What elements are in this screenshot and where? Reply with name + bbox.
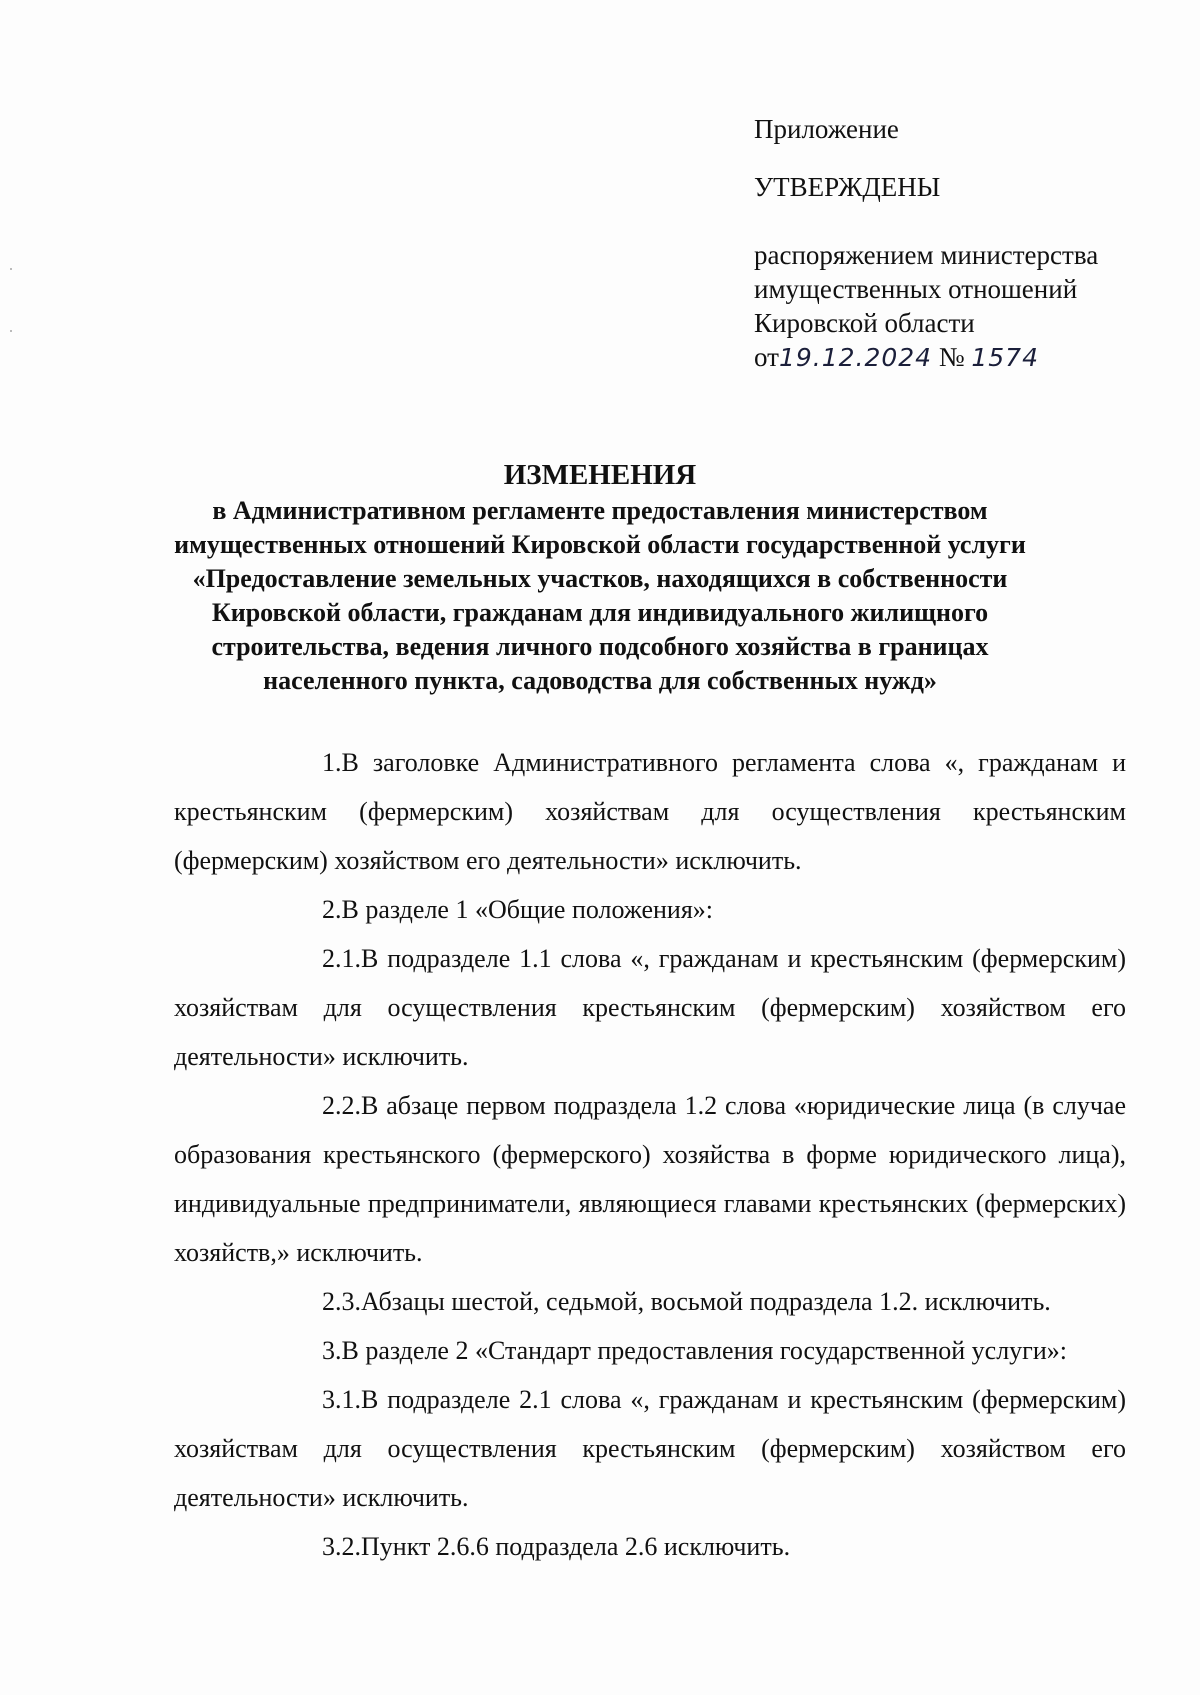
item-number: 3.1. (322, 1385, 361, 1414)
item-1 (174, 738, 1126, 885)
item-number: 2.3. (322, 1287, 361, 1316)
item-2 (174, 885, 1126, 934)
item-3-1 (174, 1375, 1126, 1522)
scan-speck (10, 330, 12, 332)
item-2-2 (174, 1081, 1126, 1277)
order-line-2: имущественных отношений (754, 274, 1078, 304)
order-line-1: распоряжением министерства (754, 240, 1099, 270)
title-line-2: имущественных отношений Кировской области государственной услуги (174, 530, 1026, 559)
date-prefix: от (754, 342, 779, 372)
item-text: Абзацы шестой, седьмой, восьмой подраздела 1.2. исключить. (361, 1287, 1051, 1316)
title-line-1: в Административном регламенте предоставления министерством (212, 496, 988, 525)
title-line-3: «Предоставление земельных участков, находящихся в собственности (192, 564, 1008, 593)
approval-block (754, 112, 1098, 375)
approved-label: УТВЕРЖДЕНЫ (754, 172, 941, 202)
number-label: № (938, 342, 965, 372)
item-number: 2. (322, 895, 342, 924)
handwritten-date: 19.12.2024 (778, 343, 933, 372)
item-text: Пункт 2.6.6 подраздела 2.6 исключить. (361, 1532, 791, 1561)
order-date-line (754, 340, 1098, 375)
item-2-1 (174, 934, 1126, 1081)
item-number: 2.2. (322, 1091, 361, 1120)
item-2-3 (174, 1277, 1126, 1326)
item-number: 1. (322, 748, 342, 777)
item-text: В разделе 1 «Общие положения»: (341, 895, 714, 924)
item-3-2 (174, 1522, 1126, 1571)
document-body (174, 738, 1126, 1571)
title-line-4: Кировской области, гражданам для индивидуального жилищного (211, 598, 989, 627)
handwritten-number: 1574 (971, 343, 1039, 372)
item-text: В подразделе 2.1 слова «, гражданам и крестьянским (фермерским) хозяйствам для осуществления крестьянским (фермерским) хозяйством его деятельности» исключить. (174, 1385, 1126, 1512)
document-title (150, 458, 1050, 698)
item-text: В заголовке Административного регламента слова «, гражданам и крестьянским (фермерским) хозяйствам для осуществления крестьянским (фермерским) хозяйством его деятельности» исключить. (174, 748, 1126, 875)
title-line-6: населенного пункта, садоводства для собственных нужд» (263, 666, 937, 695)
item-text: В абзаце первом подраздела 1.2 слова «юридические лица (в случае образования крестьянского (фермерского) хозяйства в форме юридического лица), индивидуальные предприниматели, являющиеся главами крестьянских (фермерских) хозяйств,» исключить. (174, 1091, 1126, 1267)
item-number: 3. (322, 1336, 342, 1365)
item-text: В подразделе 1.1 слова «, гражданам и крестьянским (фермерским) хозяйствам для осуществления крестьянским (фермерским) хозяйством его деятельности» исключить. (174, 944, 1126, 1071)
item-number: 2.1. (322, 944, 361, 973)
item-text: В разделе 2 «Стандарт предоставления государственной услуги»: (341, 1336, 1067, 1365)
scan-speck (10, 268, 12, 270)
item-number: 3.2. (322, 1532, 361, 1561)
appendix-label: Приложение (754, 114, 899, 144)
item-3 (174, 1326, 1126, 1375)
title-line-5: строительства, ведения личного подсобного хозяйства в границах (211, 632, 989, 661)
order-line-3: Кировской области (754, 308, 975, 338)
title-main: ИЗМЕНЕНИЯ (503, 459, 697, 491)
